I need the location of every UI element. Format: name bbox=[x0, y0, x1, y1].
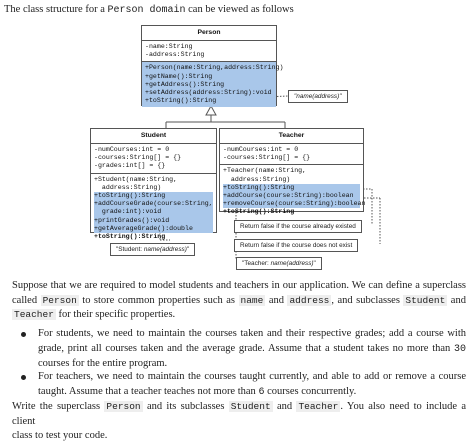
bullet-dot bbox=[21, 375, 26, 380]
field: -courses:String[] = {} bbox=[94, 154, 182, 162]
code-student: Student bbox=[405, 294, 446, 306]
method: +Person(name:String,address:String) bbox=[145, 64, 284, 72]
code-person: Person bbox=[106, 401, 141, 412]
text: and bbox=[265, 294, 288, 306]
method: +toString():String bbox=[223, 184, 360, 192]
uml-fields bbox=[142, 41, 276, 62]
paragraph-intro bbox=[12, 279, 466, 323]
text: and bbox=[272, 401, 297, 412]
note-post: " bbox=[186, 246, 190, 253]
uml-methods bbox=[142, 62, 284, 107]
note-em: name(address) bbox=[270, 260, 314, 267]
code-student: Student bbox=[230, 401, 271, 412]
intro-post: can be viewed as follows bbox=[185, 4, 294, 15]
number-30: 30 bbox=[453, 343, 466, 355]
intro-pre: The class structure for a bbox=[4, 4, 108, 15]
method: +getAverageGrade():double bbox=[94, 225, 213, 233]
note-pre: "Student: bbox=[116, 246, 144, 253]
field: -numCourses:int = 0 bbox=[94, 146, 170, 153]
text: class to test your code. bbox=[12, 430, 108, 441]
note-post: " bbox=[313, 260, 316, 267]
uml-fields bbox=[220, 144, 363, 165]
uml-class-person bbox=[141, 25, 284, 106]
method: +toString():String bbox=[223, 208, 295, 216]
add-course-note: Return false if the course already existed bbox=[234, 220, 362, 233]
paragraph-task bbox=[12, 400, 466, 444]
text: courses concurrently. bbox=[264, 385, 357, 397]
uml-class-title: Teacher bbox=[220, 129, 363, 144]
note-text: "name(address)" bbox=[294, 93, 342, 100]
field: -grades:int[] = {} bbox=[94, 162, 166, 170]
uml-class-student bbox=[90, 128, 217, 241]
method: grade:int):void bbox=[94, 208, 213, 216]
method: +Teacher(name:String, bbox=[223, 167, 307, 175]
uml-methods bbox=[220, 165, 366, 218]
intro-code: Person domain bbox=[107, 5, 186, 16]
text: , and subclasses bbox=[331, 294, 404, 306]
method: address:String) bbox=[223, 175, 291, 183]
uml-fields bbox=[91, 144, 216, 174]
text: courses for the entire program. bbox=[38, 358, 168, 369]
uml-methods bbox=[91, 174, 216, 244]
paragraph-line bbox=[12, 429, 466, 444]
code-teacher: Teacher bbox=[14, 309, 54, 320]
student-tostring-note bbox=[110, 243, 195, 256]
person-tostring-note bbox=[288, 90, 348, 103]
method: +Student(name:String, bbox=[94, 175, 178, 183]
method: +addCourseGrade(course:String, bbox=[94, 200, 213, 208]
paragraph-line bbox=[12, 400, 466, 429]
text: and its subclasses bbox=[142, 401, 229, 412]
text: called bbox=[12, 294, 41, 306]
note-em: name(address) bbox=[143, 246, 187, 253]
uml-class-teacher bbox=[219, 128, 366, 216]
method: +getName():String bbox=[145, 72, 213, 80]
method: +toString():String bbox=[94, 233, 166, 241]
uml-class-title: Person bbox=[142, 26, 276, 41]
method: +printGrades():void bbox=[94, 217, 213, 225]
field: -name:String bbox=[145, 43, 193, 50]
code-address: address bbox=[289, 294, 330, 306]
code-person: Person bbox=[42, 294, 77, 306]
code-name: name bbox=[240, 294, 264, 306]
method: +removeCourse(course:String):boolean bbox=[223, 200, 366, 208]
method: +toString():String bbox=[94, 192, 213, 200]
text: For teachers, we need to maintain the courses taught currently, and able to add or remove a course taught. Assume that a teacher teaches not more than bbox=[38, 371, 466, 397]
text: and bbox=[447, 294, 466, 306]
paragraph-line bbox=[12, 308, 466, 323]
method: +setAddress(address:String):void bbox=[145, 89, 272, 97]
text: Write the superclass bbox=[12, 401, 105, 412]
method: +toString():String bbox=[145, 97, 217, 105]
method: +getAddress():String bbox=[145, 80, 225, 88]
method: address:String) bbox=[94, 183, 162, 191]
field: -courses:String[] = {} bbox=[223, 154, 311, 162]
text: to store common properties such as bbox=[78, 294, 239, 306]
text: . You also need to include a client bbox=[12, 401, 466, 427]
method: +addCourse(course:String):boolean bbox=[223, 192, 360, 200]
field: -address:String bbox=[145, 51, 205, 59]
teacher-tostring-note bbox=[236, 257, 322, 270]
bullet-dot bbox=[21, 332, 26, 337]
note-pre: "Teacher: bbox=[242, 260, 271, 267]
paragraph-line bbox=[12, 279, 466, 294]
code-teacher: Teacher bbox=[298, 401, 339, 412]
field: -numCourses:int = 0 bbox=[223, 146, 299, 153]
uml-class-title: Student bbox=[91, 129, 216, 144]
text: Suppose that we are required to model students and teachers in our application. We can define a superclass bbox=[12, 280, 466, 291]
text: For students, we need to maintain the courses taken and their respective grades; add a course with grade, print all courses taken and the average grade. Assume that a student takes no more than bbox=[38, 328, 466, 354]
bullet-students bbox=[38, 327, 466, 372]
number-6: 6 bbox=[258, 386, 265, 398]
remove-course-note: Return false if the course does not exist bbox=[234, 239, 358, 252]
text: for their specific properties. bbox=[55, 309, 176, 320]
bullet-teachers bbox=[38, 370, 466, 400]
paragraph-line bbox=[12, 294, 466, 309]
